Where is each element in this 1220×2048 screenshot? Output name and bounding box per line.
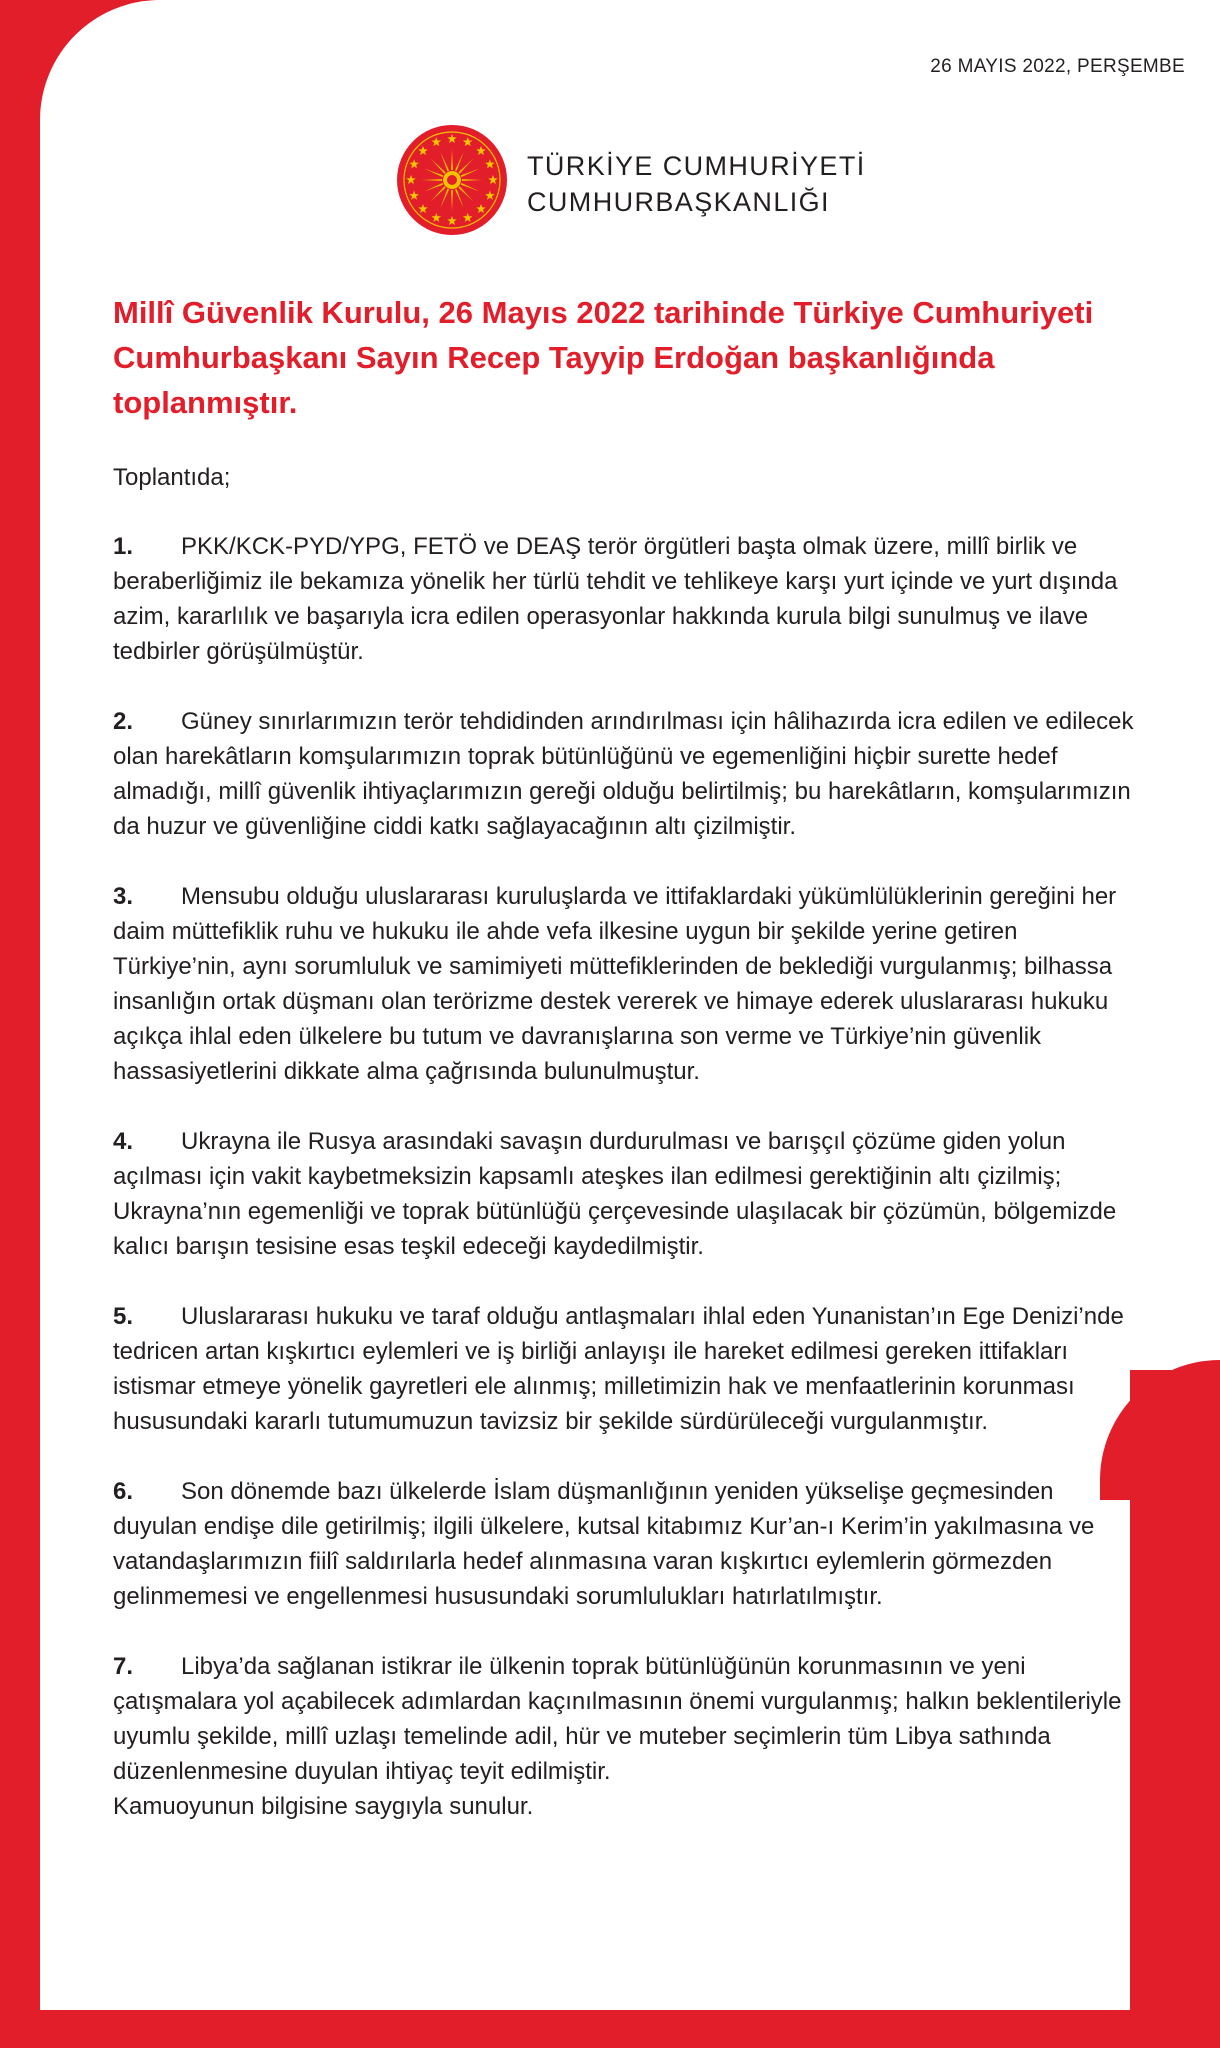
left-red-accent (0, 0, 40, 690)
item-number: 4. (113, 1128, 134, 1155)
organization-line-2: CUMHURBAŞKANLIĞI (527, 187, 830, 217)
right-red-fill (1130, 1430, 1220, 2030)
list-item (113, 1124, 1143, 1264)
item-number: 1. (113, 533, 134, 560)
item-number: 3. (113, 883, 134, 910)
intro-text: Toplantıda; (113, 464, 231, 491)
item-number: 5. (113, 1303, 134, 1330)
item-text: Son dönemde bazı ülkelerde İslam düşmanlığının yeniden yükselişe geçmesinden duyulan endişe dile getirilmiş; ilgili ülkelere, kutsal kitabımız Kur’an-ı Kerim’in yakılmasına ve vatandaşlarımızın fiilî saldırılarla hedef alınmasına varan kışkırtıcı eylemlerin görmezden gelinmemesi ve engellenmesi hususundaki sorumlulukları hatırlatılmıştır. (113, 1478, 1095, 1610)
item-text: Güney sınırlarımızın terör tehdidinden arındırılması için hâlihazırda icra edilen ve edilecek olan harekâtların komşularımızın toprak bütünlüğünü ve egemenliğini hiçbir surette hedef almadığı, millî güvenlik ihtiyaçlarımızın gereği olduğu belirtilmiş; bu harekâtların, komşularımızın da huzur ve güvenliğine ciddi katkı sağlayacağının altı çizilmiştir. (113, 708, 1134, 840)
item-text: PKK/KCK-PYD/YPG, FETÖ ve DEAŞ terör örgütleri başta olmak üzere, millî birlik ve beraberliğimiz ile bekamıza yönelik her türlü tehdit ve tehlikeye karşı yurt içinde ve yurt dışında azim, kararlılık ve başarıyla icra edilen operasyonlar hakkında kurula bilgi sunulmuş ve ilave tedbirler görüşülmüştür. (113, 533, 1118, 665)
item-number: 2. (113, 708, 134, 735)
document-date: 26 MAYIS 2022, PERŞEMBE (930, 56, 1185, 77)
item-number: 7. (113, 1653, 134, 1680)
organization-name (527, 148, 866, 220)
list-item (113, 879, 1143, 1089)
closing-text: Kamuoyunun bilgisine saygıyla sunulur. (113, 1793, 534, 1820)
item-text: Ukrayna ile Rusya arasındaki savaşın durdurulması ve barışçıl çözüme giden yolun açılması için vakit kaybetmeksizin kapsamlı ateşkes ilan edilmesi gerektiğinin altı çizilmiş; Ukrayna’nın egemenliği ve toprak bütünlüğü çerçevesinde ulaşılacak bir çözümün, bölgemizde kalıcı barışın tesisine esas teşkil edeceği kaydedilmiştir. (113, 1128, 1117, 1260)
list-item (113, 704, 1143, 844)
item-text: Uluslararası hukuku ve taraf olduğu antlaşmaları ihlal eden Yunanistan’ın Ege Denizi’nde tedricen artan kışkırtıcı eylemleri ve iş birliği anlayışı ile hareket edilmesi gereken ittifakları istismar etmeye yönelik gayretleri ele alınmış; milletimizin hak ve menfaatlerinin korunması hususundaki kararlı tutumumuzun tavizsiz bir şekilde sürdürüleceği vurgulanmıştır. (113, 1303, 1124, 1435)
list-item (113, 1299, 1143, 1439)
organization-line-1: TÜRKİYE CUMHURİYETİ (527, 151, 866, 181)
presidential-seal-icon (396, 124, 508, 236)
document-body (113, 460, 1143, 1824)
item-text: Mensubu olduğu uluslararası kuruluşlarda ve ittifaklardaki yükümlülüklerinin gereğini her daim müttefiklik ruhu ve hukuku ile ahde vefa ilkesine uygun bir şekilde yerine getiren Türkiye’nin, aynı sorumluluk ve samimiyeti müttefiklerinden de beklediği vurgulanmış; bilhassa insanlığın ortak düşmanı olan terörizme destek vererek ve himaye ederek uluslararası hukuku açıkça ihlal eden ülkelere bu tutum ve davranışlarına son verme ve Türkiye’nin güvenlik hassasiyetlerini dikkate alma çağrısında bulunulmuştur. (113, 883, 1117, 1085)
list-item (113, 1474, 1143, 1614)
list-item (113, 1649, 1143, 1789)
item-text: Libya’da sağlanan istikrar ile ülkenin toprak bütünlüğünün korunmasının ve yeni çatışmalara yol açabilecek adımlardan kaçınılmasının önemi vurgulanmış; halkın beklentileriyle uyumlu şekilde, millî uzlaşı temelinde adil, hür ve muteber seçimlerin tüm Libya sathında düzenlenmesine duyulan ihtiyaç teyit edilmiştir. (113, 1653, 1122, 1785)
bottom-red-bar (0, 2010, 1220, 2048)
item-number: 6. (113, 1478, 134, 1505)
list-item (113, 529, 1143, 669)
headline: Millî Güvenlik Kurulu, 26 Mayıs 2022 tarihinde Türkiye Cumhuriyeti Cumhurbaşkanı Sayın Recep Tayyip Erdoğan başkanlığında toplanmıştır. (113, 295, 1094, 420)
